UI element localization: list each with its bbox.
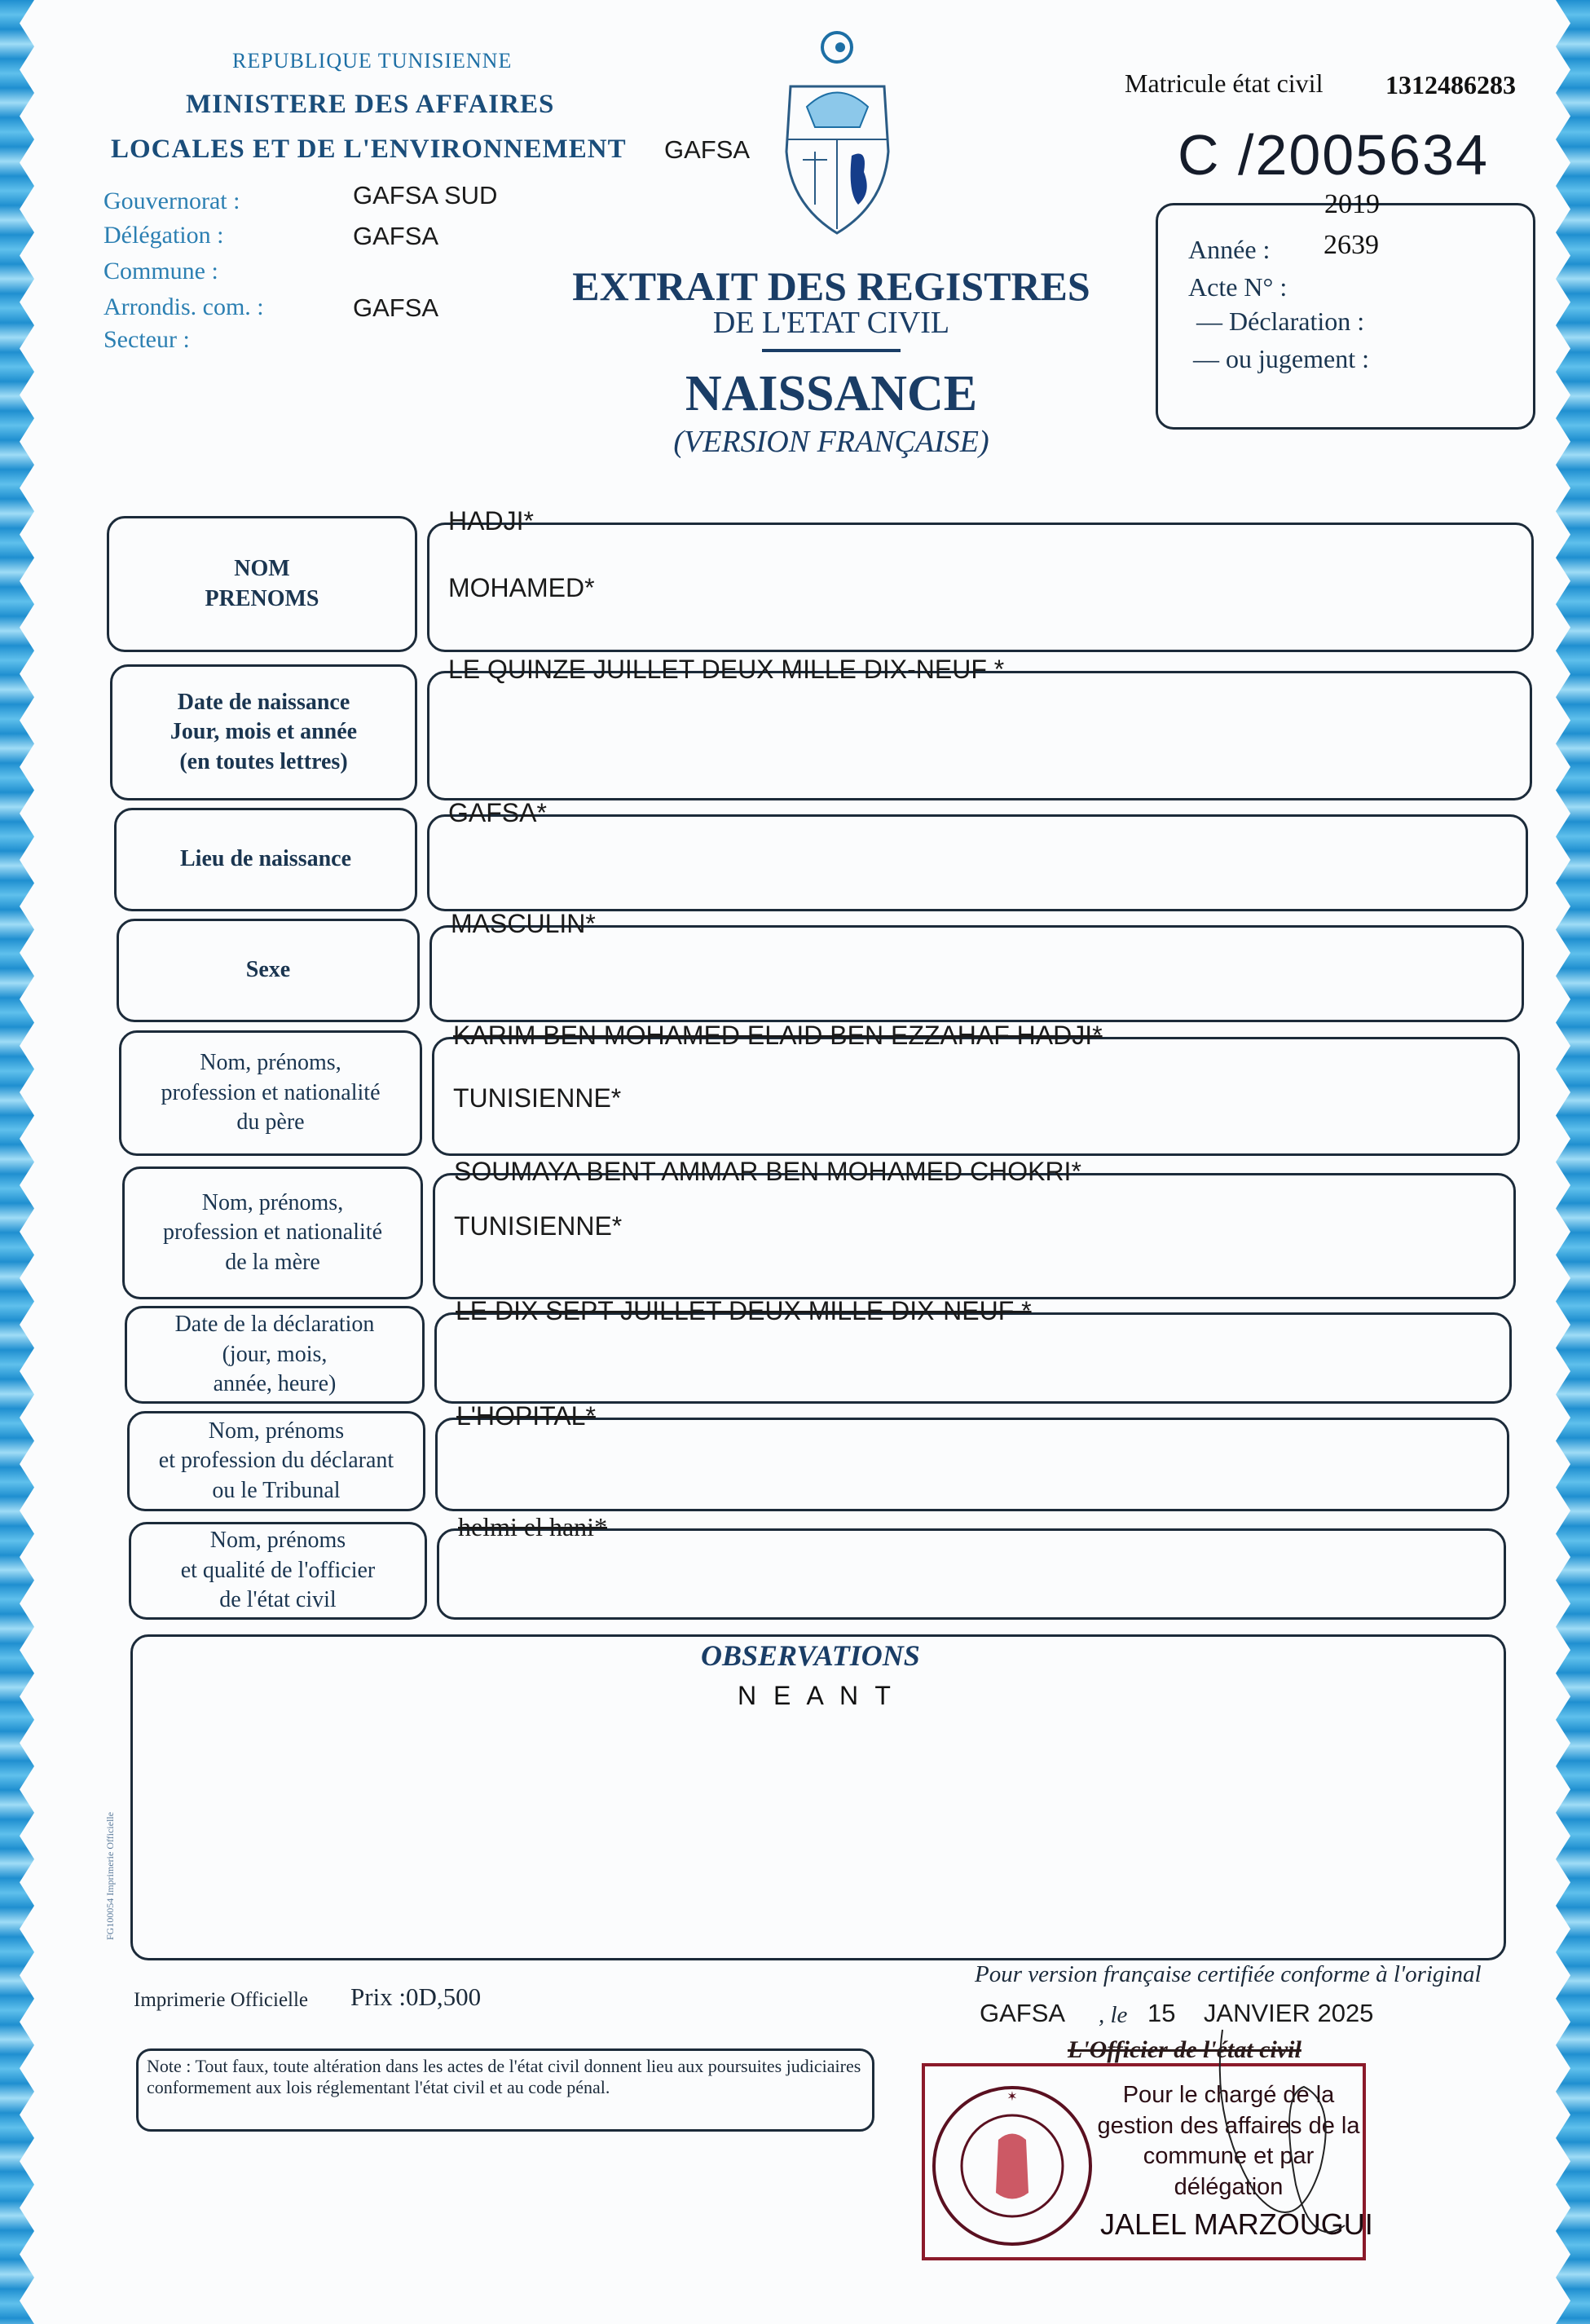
acte-number-value: 2639	[1324, 230, 1379, 260]
title-divider	[762, 349, 901, 352]
row-label: Date de naissance Jour, mois et année (en toutes lettres)	[170, 689, 358, 774]
printer-label: Imprimerie Officielle	[134, 1989, 309, 2011]
municipal-seal-icon	[929, 2083, 1096, 2250]
row-label-box	[122, 1166, 423, 1299]
commune-label: Commune :	[104, 258, 218, 284]
row-label-box	[127, 1411, 425, 1511]
gouvernorat-value: GAFSA SUD	[353, 181, 498, 209]
row-label: Nom, prénoms et qualité de l'officier de l'état civil	[180, 1528, 376, 1613]
row-label: Nom, prénoms et profession du déclarant ou le Tribunal	[158, 1418, 394, 1503]
arrondissement-value: GAFSA	[353, 293, 439, 322]
row-label-box	[107, 516, 417, 652]
ministry-overprint: GAFSA	[664, 135, 751, 164]
left-decorative-border	[0, 0, 49, 2324]
observations-label: OBSERVATIONS	[701, 1639, 920, 1672]
legal-note-box	[136, 2048, 874, 2132]
row-value-box	[429, 925, 1524, 1022]
svg-text:✶: ✶	[1006, 2090, 1018, 2104]
officer-name: JALEL MARZOUGUI	[1100, 2207, 1373, 2241]
delegation-value: GAFSA	[353, 222, 439, 250]
row-value: L'HOPITAL*	[456, 1401, 596, 1431]
row-value: LE DIX SEPT JUILLET DEUX MILLE DIX-NEUF *	[456, 1296, 1032, 1325]
row-value: TUNISIENNE*	[454, 1211, 623, 1241]
row-label: Nom, prénoms, profession et nationalité du père	[161, 1050, 381, 1136]
tunisia-coat-of-arms-emblem	[770, 29, 905, 237]
row-value: helmi el hani*	[458, 1512, 608, 1541]
ministry-line1: MINISTERE DES AFFAIRES	[186, 90, 555, 119]
row-value: LE QUINZE JUILLET DEUX MILLE DIX-NEUF *	[448, 655, 1005, 684]
serial-number: C /2005634	[1178, 123, 1489, 187]
title-extrait: EXTRAIT DES REGISTRES	[572, 263, 1090, 309]
certification-date: 15 JANVIER 2025	[1147, 1999, 1374, 2027]
row-value: HADJI*	[448, 506, 534, 536]
row-label: NOM PRENOMS	[205, 556, 319, 611]
price-label: Prix :0D,500	[350, 1982, 482, 2011]
row-value-box	[435, 1418, 1509, 1511]
republic-heading: REPUBLIQUE TUNISIENNE	[232, 49, 513, 73]
row-label-box	[117, 919, 420, 1022]
year-value: 2019	[1324, 189, 1380, 219]
matricule-value: 1312486283	[1385, 70, 1516, 99]
certification-place: GAFSA	[980, 1999, 1066, 2027]
row-value-box	[427, 814, 1528, 911]
row-value: TUNISIENNE*	[453, 1083, 622, 1113]
row-label-box	[129, 1522, 427, 1620]
matricule-label: Matricule état civil	[1125, 68, 1324, 98]
row-label-box	[125, 1306, 425, 1404]
acte-label: Acte N° :	[1188, 272, 1288, 302]
stamp-delegation-text: Pour le chargé de la gestion des affaires de la commune et par délégation	[1097, 2082, 1360, 2201]
handwritten-signature	[1206, 2022, 1369, 2258]
gouvernorat-label: Gouvernorat :	[104, 187, 240, 214]
ministry-line2: LOCALES ET DE L'ENVIRONNEMENT	[111, 135, 627, 164]
row-value: MOHAMED*	[448, 573, 595, 602]
row-value: SOUMAYA BENT AMMAR BEN MOHAMED CHOKRI*	[454, 1157, 1081, 1186]
row-label-box	[110, 664, 417, 800]
officer-title: L'Officier de l'état civil	[1068, 2036, 1302, 2063]
declaration-label: — Déclaration :	[1196, 306, 1365, 336]
side-print-reference: FG100054 Imprimerie Officielle	[104, 1811, 116, 1940]
observations-value: N E A N T	[738, 1681, 896, 1710]
certification-le: , le	[1099, 2002, 1128, 2028]
row-value: KARIM BEN MOHAMED ELAID BEN EZZAHAF HADJI*	[453, 1021, 1103, 1050]
jugement-label: — ou jugement :	[1193, 344, 1369, 373]
row-label: Nom, prénoms, profession et nationalité de la mère	[162, 1189, 383, 1275]
document-type-title: NAISSANCE	[685, 366, 978, 421]
row-label: Lieu de naissance	[179, 846, 352, 872]
row-value: MASCULIN*	[451, 909, 596, 938]
row-label: Date de la déclaration (jour, mois, année, heure)	[174, 1312, 375, 1397]
row-value: GAFSA*	[448, 798, 547, 827]
certification-text: Pour version française certifiée conforme à l'original	[975, 1961, 1482, 1987]
arrondissement-label: Arrondis. com. :	[104, 293, 264, 320]
row-value-box	[427, 671, 1532, 800]
version-label: (VERSION FRANÇAISE)	[673, 425, 989, 459]
row-label-box	[119, 1030, 422, 1156]
right-decorative-border	[1541, 0, 1590, 2324]
legal-note-text: Note : Tout faux, toute altération dans les actes de l'état civil donnent lieu aux poursuites judiciaires conformement aux lois réglementant l'état civil et au code pénal.	[147, 2056, 861, 2098]
row-label-box	[114, 808, 417, 911]
delegation-label: Délégation :	[104, 222, 224, 249]
title-etat-civil: DE L'ETAT CIVIL	[712, 306, 950, 340]
secteur-label: Secteur :	[104, 326, 190, 353]
annee-label: Année :	[1188, 235, 1271, 264]
row-label: Sexe	[245, 957, 291, 983]
